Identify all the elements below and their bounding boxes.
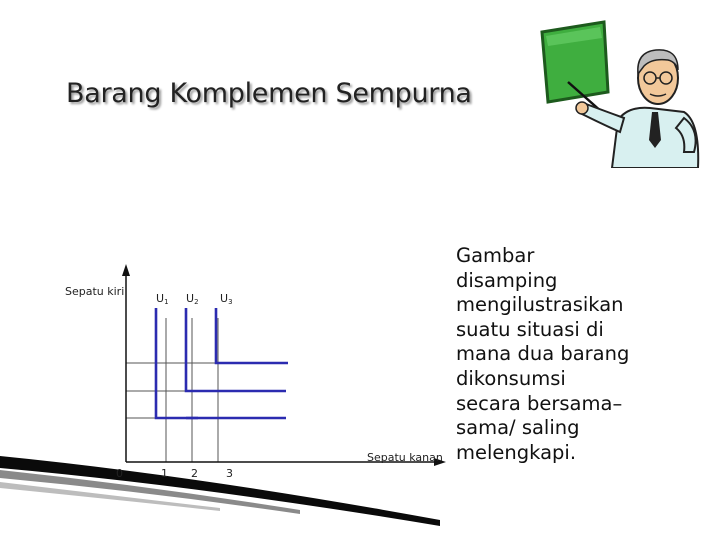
y-axis-arrow-icon	[122, 264, 130, 276]
decorative-swoosh	[0, 456, 440, 526]
x-axis-label: Sepatu kanan	[367, 451, 443, 464]
y-axis-label: Sepatu kiri	[65, 285, 125, 298]
x-tick-1: 1	[161, 467, 168, 480]
curve-label-u1: U1	[156, 292, 169, 306]
curve-labels	[156, 292, 233, 306]
axes	[126, 270, 440, 462]
curve-u2	[186, 308, 286, 391]
x-tick-3: 3	[226, 467, 233, 480]
slide-description: Gambar disamping mengilustrasikan suatu situasi di mana dua barang dikonsumsi secara bersama– sama/ saling melengkapi.	[456, 244, 630, 464]
teacher-illustration	[528, 18, 708, 168]
curve-u3	[216, 308, 288, 363]
curve-label-u2: U2	[186, 292, 199, 306]
x-tick-2: 2	[191, 467, 198, 480]
curve-label-u3: U3	[220, 292, 233, 306]
hand	[576, 102, 588, 114]
x-tick-0: 0	[116, 467, 123, 480]
slide-title: Barang Komplemen Sempurna	[66, 78, 472, 109]
